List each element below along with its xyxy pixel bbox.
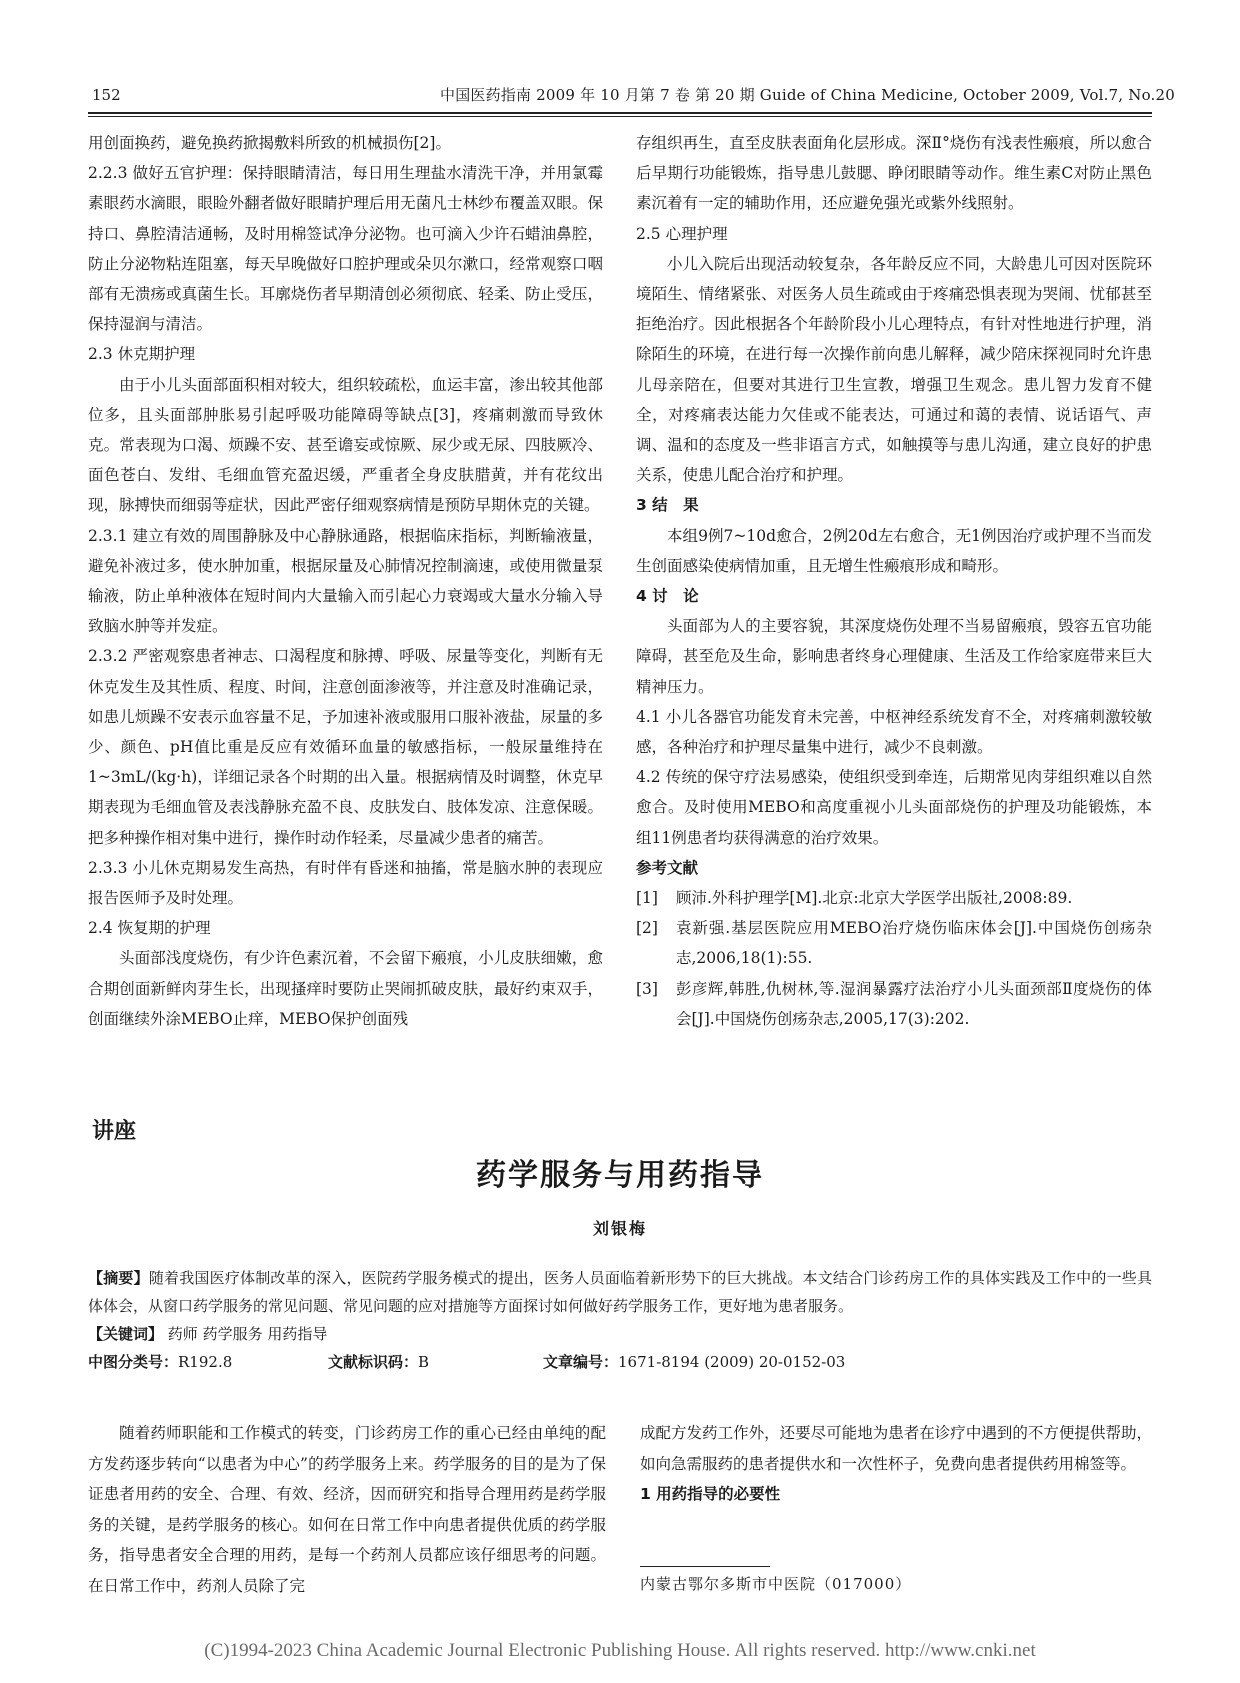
reference-item bbox=[636, 974, 1152, 1034]
section-heading: 参考文献 bbox=[636, 858, 699, 877]
article-no-label: 文章编号： bbox=[543, 1353, 619, 1371]
section-heading: 2.5 心理护理 bbox=[636, 224, 728, 243]
journal-header: 中国医药指南 2009 年 10 月第 7 卷 第 20 期 Guide of China Medicine, October 2009, Vol.7, No.20 bbox=[440, 86, 1175, 104]
article-no-value: 1671-8194 (2009) 20-0152-03 bbox=[618, 1353, 846, 1371]
numbered-paragraph: 4.1 小儿各器官功能发育未完善，中枢神经系统发育不全，对疼痛刺激较敏感，各种治疗和护理尽量集中进行，减少不良刺激。 bbox=[636, 707, 1152, 757]
section-heading: 4 讨 论 bbox=[636, 587, 699, 606]
copyright-footer: (C)1994-2023 China Academic Journal Electronic Publishing House. All rights reserved. http://www.cnki.net bbox=[204, 1640, 1036, 1661]
abstract-text: 随着我国医疗体制改革的深入，医院药学服务模式的提出，医务人员面临着新形势下的巨大挑战。本文结合门诊药房工作的具体实践及工作中的一些具体体会，从窗口药学服务的常见问题、常见问题的应对措施等方面探讨如何做好药学服务工作，更好地为患者服务。 bbox=[88, 1269, 1152, 1315]
doc-code-label: 文献标识码： bbox=[328, 1353, 419, 1371]
author: 刘银梅 bbox=[592, 1219, 647, 1238]
paragraph: 头面部浅度烧伤，有少许色素沉着，不会留下瘢痕，小儿皮肤细嫩，愈合期创面新鲜肉芽生长，出现搔痒时要防止哭闹抓破皮肤，最好约束双手，创面继续外涂MEBO止痒，MEBO保护创面残 bbox=[88, 949, 603, 1028]
abstract-label: 【摘要】 bbox=[88, 1269, 149, 1287]
new-article-body-right bbox=[640, 1418, 1152, 1510]
keywords bbox=[88, 1320, 1152, 1348]
numbered-paragraph: 4.2 传统的保守疗法易感染，使组织受到牵连，后期常见肉芽组织难以自然愈合。及时使用MEBO和高度重视小儿头面部烧伤的护理及功能锻炼，本组11例患者均获得满意的治疗效果。 bbox=[636, 768, 1152, 847]
reference-item bbox=[636, 883, 1152, 913]
section-heading: 3 结 果 bbox=[636, 496, 699, 515]
keywords-text: 药师 药学服务 用药指导 bbox=[167, 1325, 328, 1343]
numbered-paragraph: 2.2.3 做好五官护理：保持眼睛清洁，每日用生理盐水清洗干净，并用氯霉素眼药水滴眼，眼睑外翻者做好眼睛护理后用无菌凡士林纱布覆盖双眼。保持口、鼻腔清洁通畅，及时用棉签试净分泌物。也可滴入少许石蜡油鼻腔，防止分泌物粘连阻塞，每天早晚做好口腔护理或朵贝尔漱口，经常观察口咽部有无溃疡或真菌生长。耳廓烧伤者早期清创必须彻底、轻柔、防止受压，保持湿润与清洁。 bbox=[88, 164, 603, 334]
reference-number: [2] bbox=[636, 919, 658, 938]
classification-line bbox=[88, 1348, 1152, 1376]
paragraph: 由于小儿头面部面积相对较大，组织较疏松，血运丰富，渗出较其他部位多，且头面部肿胀易引起呼吸功能障碍等缺点[3]，疼痛刺激而导致休克。常表现为口渴、烦躁不安、甚至谵妄或惊厥、尿少或无尿、四肢厥冷、面色苍白、发绀、毛细血管充盈迟缓，严重者全身皮肤腊黄，并有花纹出现，脉搏快而细弱等症状，因此严密仔细观察病情是预防早期休克的关键。 bbox=[88, 375, 603, 515]
affiliation-rule bbox=[640, 1566, 770, 1567]
reference-text: 彭彦辉,韩胜,仇树林,等.湿润暴露疗法治疗小儿头面颈部Ⅱ度烧伤的体会[J].中国烧伤创疡杂志,2005,17(3):202. bbox=[676, 979, 1152, 1028]
prev-article-left-column bbox=[88, 128, 603, 1034]
numbered-paragraph: 2.3.2 严密观察患者神志、口渴程度和脉搏、呼吸、尿量等变化，判断有无休克发生及其性质、程度、时间，注意创面渗液等，并注意及时准确记录，如患儿烦躁不安表示血容量不足，予加速补液或服用口服补液盐，尿量的多少、颜色、pH值比重是反应有效循环血量的敏感指标，一般尿量维持在1~3mL/(kg·h)，详细记录各个时期的出入量。根据病情及时调整，休克早期表现为毛细血管及表浅静脉充盈不良、皮肤发白、肢体发凉、注意保暖。把多种操作相对集中进行，操作时动作轻柔，尽量减少患者的痛苦。 bbox=[88, 647, 603, 847]
body-paragraph: 随着药师职能和工作模式的转变，门诊药房工作的重心已经由单纯的配方发药逐步转向“以患者为中心”的药学服务上来。药学服务的目的是为了保证患者用药的安全、合理、有效、经济，因而研究和指导合理用药是药学服务的关键，是药学服务的核心。如何在日常工作中向患者提供优质的药学服务，指导患者安全合理的用药，是每一个药剂人员都应该仔细思考的问题。在日常工作中，药剂人员除了完 bbox=[88, 1424, 606, 1595]
section-heading: 1 用药指导的必要性 bbox=[640, 1485, 781, 1503]
paragraph-continued: 用创面换药，避免换药掀揭敷料所致的机械损伤[2]。 bbox=[88, 134, 451, 152]
body-paragraph-cont: 成配方发药工作外，还要尽可能地为患者在诊疗中遇到的不方便提供帮助，如向急需服药的患者提供水和一次性杯子，免费向患者提供药用棉签等。 bbox=[640, 1424, 1152, 1473]
doc-code-value: B bbox=[418, 1353, 430, 1371]
reference-item bbox=[636, 913, 1152, 973]
new-article-body-left bbox=[88, 1418, 606, 1601]
page-number: 152 bbox=[92, 86, 121, 104]
numbered-paragraph: 2.3.3 小儿休克期易发生高热，有时伴有昏迷和抽搐，常是脑水肿的表现应报告医师予及时处理。 bbox=[88, 858, 603, 908]
paragraph-continued: 存组织再生，直至皮肤表面角化层形成。深Ⅱ°烧伤有浅表性瘢痕，所以愈合后早期行功能锻炼，指导患儿鼓腮、睁闭眼睛等动作。维生素C对防止黑色素沉着有一定的辅助作用，还应避免强光或紫外线照射。 bbox=[636, 134, 1152, 213]
column-label: 讲座 bbox=[92, 1119, 137, 1144]
abstract bbox=[88, 1264, 1152, 1320]
paragraph: 小儿入院后出现活动较复杂，各年龄反应不同，大龄患儿可因对医院环境陌生、情绪紧张、对医务人员生疏或由于疼痛恐惧表现为哭闹、忧郁甚至拒绝治疗。因此根据各个年龄阶段小儿心理特点，有针对性地进行护理，消除陌生的环境，在进行每一次操作前向患儿解释，减少陪床探视同时允许患儿母亲陪在，但要对其进行卫生宣教，增强卫生观念。患儿智力发育不健全，对疼痛表达能力欠佳或不能表达，可通过和蔼的表情、说话语气、声调、温和的态度及一些非语言方式，如触摸等与患儿沟通，建立良好的护患关系，使患儿配合治疗和护理。 bbox=[636, 254, 1152, 485]
numbered-paragraph: 2.3.1 建立有效的周围静脉及中心静脉通路，根据临床指标，判断输液量，避免补液过多，使水肿加重，根据尿量及心肺情况控制滴速，或使用微量泵输液，防止单种液体在短时间内大量输入而引起心力衰竭或大量水分输入导致脑水肿等并发症。 bbox=[88, 526, 603, 636]
paragraph: 本组9例7~10d愈合，2例20d左右愈合，无1例因治疗或护理不当而发生创面感染使病情加重，且无增生性瘢痕形成和畸形。 bbox=[636, 526, 1152, 575]
section-heading: 2.4 恢复期的护理 bbox=[88, 919, 211, 938]
header-rule bbox=[88, 112, 1152, 114]
keywords-label: 【关键词】 bbox=[88, 1325, 164, 1343]
prev-article-right-column bbox=[636, 128, 1152, 1034]
header-rule-thin bbox=[88, 116, 1152, 117]
reference-text: 袁新强.基层医院应用MEBO治疗烧伤临床体会[J].中国烧伤创疡杂志,2006,18(1):55. bbox=[676, 919, 1152, 968]
article-title: 药学服务与用药指导 bbox=[476, 1158, 764, 1193]
reference-text: 顾沛.外科护理学[M].北京:北京大学医学出版社,2008:89. bbox=[676, 889, 1073, 908]
clc-value: R192.8 bbox=[178, 1353, 233, 1371]
affiliation: 内蒙古鄂尔多斯市中医院（017000） bbox=[640, 1575, 912, 1593]
reference-number: [1] bbox=[636, 889, 658, 908]
reference-number: [3] bbox=[636, 979, 658, 998]
section-heading: 2.3 休克期护理 bbox=[88, 345, 196, 364]
clc-label: 中图分类号： bbox=[88, 1353, 179, 1371]
paragraph: 头面部为人的主要容貌，其深度烧伤处理不当易留瘢痕，毁容五官功能障碍，甚至危及生命，影响患者终身心理健康、生活及工作给家庭带来巨大精神压力。 bbox=[636, 617, 1152, 696]
